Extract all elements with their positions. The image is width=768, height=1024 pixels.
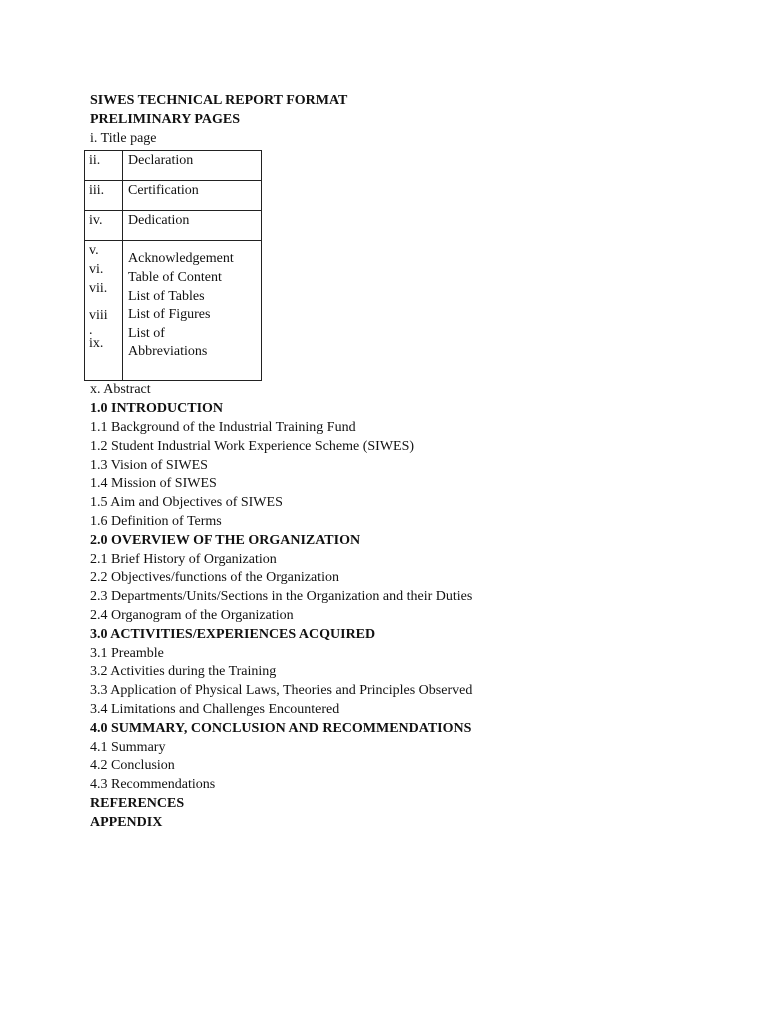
- list-item: 4.1 Summary: [90, 739, 166, 755]
- item-label: Table of Content: [128, 269, 222, 285]
- spacer: [89, 298, 122, 307]
- list-item: 3.1 Preamble: [90, 645, 164, 661]
- item-number: viii: [89, 308, 108, 324]
- item-number: vii.: [89, 280, 108, 296]
- list-item: 4.3 Recommendations: [90, 777, 216, 793]
- list-item: 4.2 Conclusion: [90, 758, 175, 774]
- list-item: 3.2 Activities during the Training: [90, 664, 277, 680]
- preliminary-heading: PRELIMINARY PAGES: [90, 111, 241, 127]
- item-label: List of: [128, 325, 165, 341]
- item-number: iii.: [85, 181, 123, 211]
- appendix-heading: APPENDIX: [90, 814, 163, 830]
- abstract-item: x. Abstract: [90, 382, 151, 398]
- list-item: 2.1 Brief History of Organization: [90, 551, 277, 567]
- chapter-1: [90, 400, 730, 532]
- item-label: Declaration: [123, 151, 262, 181]
- chapter-heading: 3.0 ACTIVITIES/EXPERIENCES ACQUIRED: [90, 626, 376, 642]
- item-label: Dedication: [123, 211, 262, 241]
- table-row: [85, 211, 262, 241]
- list-item: 2.2 Objectives/functions of the Organization: [90, 570, 339, 586]
- chapter-heading: 1.0 INTRODUCTION: [90, 401, 224, 417]
- list-item: 1.3 Vision of SIWES: [90, 457, 208, 473]
- chapter-4: [90, 720, 730, 795]
- references-heading: REFERENCES: [90, 795, 185, 811]
- table-row: [85, 151, 262, 181]
- item-label: List of Figures: [128, 307, 211, 323]
- list-item: 2.3 Departments/Units/Sections in the Organization and their Duties: [90, 589, 473, 605]
- list-item: 1.5 Aim and Objectives of SIWES: [90, 495, 283, 511]
- chapter-heading: 2.0 OVERVIEW OF THE ORGANIZATION: [90, 532, 361, 548]
- chapter-heading: 4.0 SUMMARY, CONCLUSION AND RECOMMENDATIONS: [90, 720, 472, 736]
- item-label: Certification: [123, 181, 262, 211]
- item-number: ix.: [89, 335, 104, 351]
- title-page-item: i. Title page: [90, 130, 157, 146]
- preliminary-table: [84, 150, 262, 381]
- document-title: SIWES TECHNICAL REPORT FORMAT: [90, 93, 348, 108]
- item-number: vi.: [89, 261, 104, 277]
- list-item: 2.4 Organogram of the Organization: [90, 607, 294, 623]
- table-row: [85, 241, 262, 381]
- list-item: 1.1 Background of the Industrial Training Fund: [90, 419, 356, 435]
- list-item: 1.2 Student Industrial Work Experience Scheme (SIWES): [90, 438, 415, 454]
- document-content: [90, 92, 730, 833]
- merged-labels-cell: [123, 241, 262, 381]
- item-label: Abbreviations: [128, 344, 208, 360]
- list-item: 1.4 Mission of SIWES: [90, 476, 217, 492]
- chapter-2: [90, 532, 730, 626]
- item-label: List of Tables: [128, 288, 205, 304]
- chapter-3: [90, 626, 730, 720]
- merged-numbers-cell: [85, 241, 123, 381]
- item-number: .: [89, 322, 93, 338]
- list-item: 1.6 Definition of Terms: [90, 513, 222, 529]
- item-label: Acknowledgement: [128, 251, 234, 267]
- item-number: v.: [89, 243, 99, 259]
- list-item: 3.4 Limitations and Challenges Encountered: [90, 701, 340, 717]
- item-number: iv.: [85, 211, 123, 241]
- item-number: ii.: [85, 151, 123, 181]
- list-item: 3.3 Application of Physical Laws, Theories and Principles Observed: [90, 683, 473, 699]
- table-row: [85, 181, 262, 211]
